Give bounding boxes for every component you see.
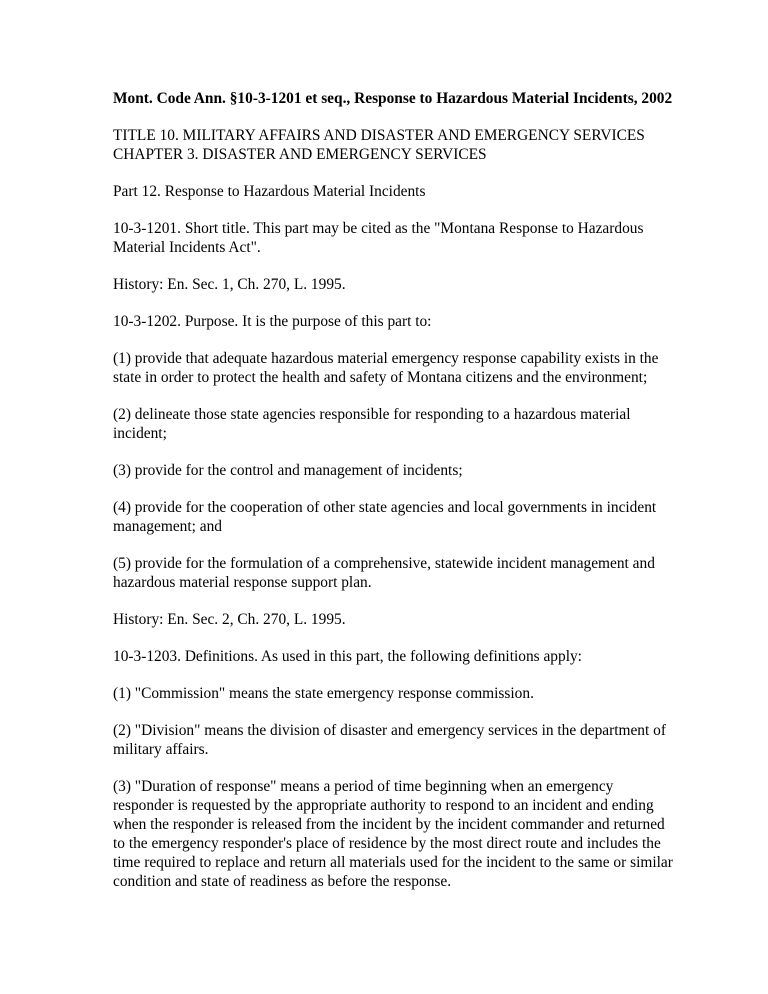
document-body	[113, 89, 673, 909]
section-1203-definitions: 10-3-1203. Definitions. As used in this part, the following definitions apply:	[113, 648, 582, 665]
purpose-item-5: (5) provide for the formulation of a comprehensive, statewide incident management and hazardous material response support plan.	[113, 555, 655, 591]
purpose-item-1: (1) provide that adequate hazardous material emergency response capability exists in the state in order to protect the health and safety of Montana citizens and the environment;	[113, 350, 659, 386]
title-line: TITLE 10. MILITARY AFFAIRS AND DISASTER AND EMERGENCY SERVICES	[113, 127, 645, 144]
section-1202-purpose: 10-3-1202. Purpose. It is the purpose of this part to:	[113, 313, 432, 330]
purpose-item-3: (3) provide for the control and management of incidents;	[113, 462, 463, 479]
definition-commission: (1) "Commission" means the state emergency response commission.	[113, 685, 534, 702]
title-chapter-heading	[113, 126, 673, 164]
purpose-item-2: (2) delineate those state agencies responsible for responding to a hazardous material incident;	[113, 406, 631, 442]
definition-duration-of-response: (3) "Duration of response" means a period of time beginning when an emergency responder is requested by the appropriate authority to respond to an incident and ending when the responder is released from the incident by the incident commander and returned to the emergency responder's place of residence by the most direct route and includes the time required to replace and return all materials used for the incident to the same or similar condition and state of readiness as before the response.	[113, 778, 673, 890]
chapter-line: CHAPTER 3. DISASTER AND EMERGENCY SERVICES	[113, 146, 487, 163]
history-note-1202: History: En. Sec. 2, Ch. 270, L. 1995.	[113, 611, 346, 628]
purpose-item-4: (4) provide for the cooperation of other state agencies and local governments in incident management; and	[113, 499, 657, 535]
section-1201-short-title: 10-3-1201. Short title. This part may be cited as the "Montana Response to Hazardous Material Incidents Act".	[113, 220, 644, 256]
definition-division: (2) "Division" means the division of disaster and emergency services in the department of military affairs.	[113, 722, 666, 758]
document-title: Mont. Code Ann. §10-3-1201 et seq., Response to Hazardous Material Incidents, 2002	[113, 90, 673, 107]
part-heading: Part 12. Response to Hazardous Material Incidents	[113, 183, 426, 200]
history-note-1201: History: En. Sec. 1, Ch. 270, L. 1995.	[113, 276, 346, 293]
